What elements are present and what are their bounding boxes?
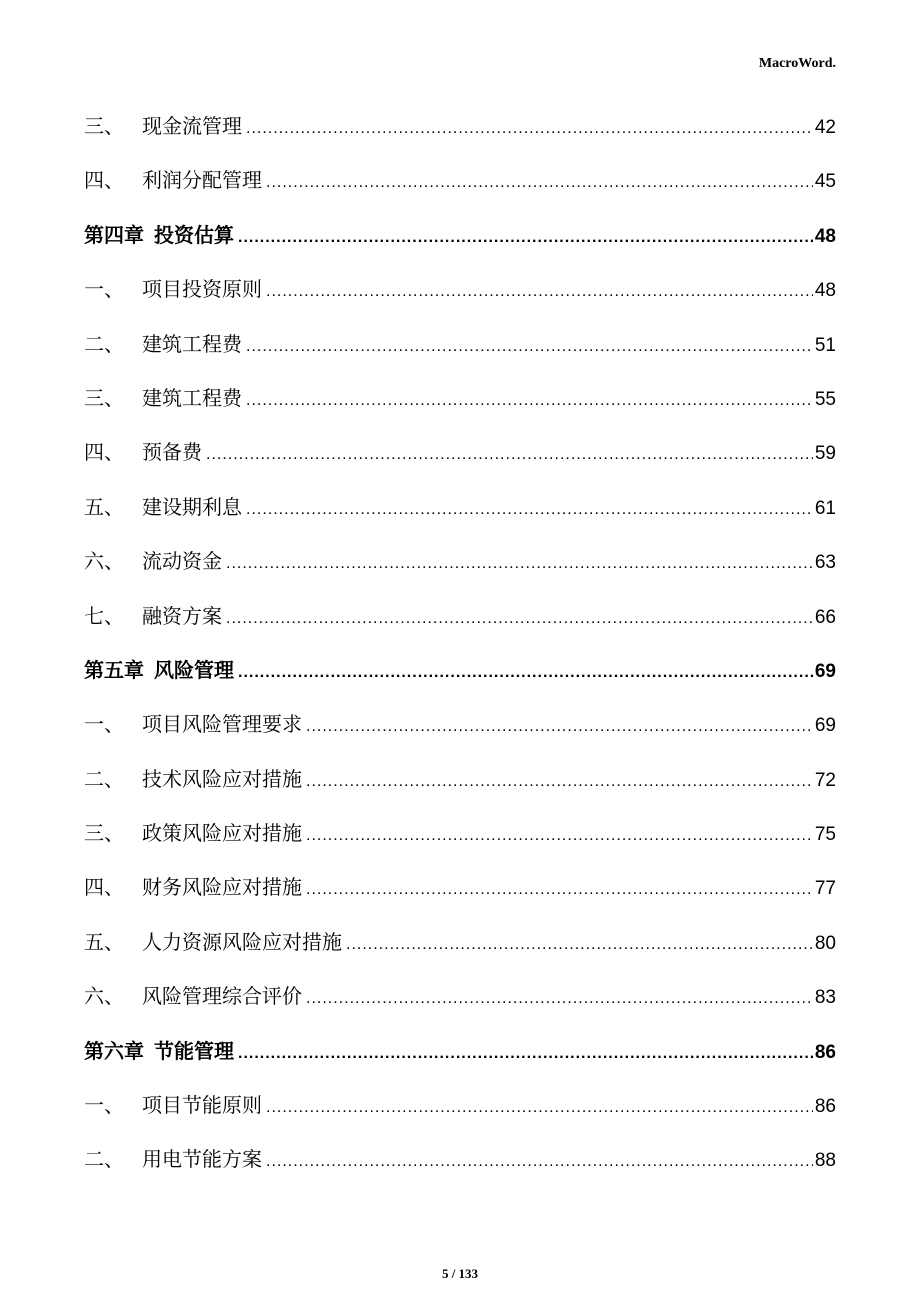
toc-entry-page: 72 — [814, 769, 836, 791]
toc-dot-leader — [306, 762, 813, 802]
toc-dot-leader — [246, 327, 813, 367]
toc-entry-number: 四、 — [84, 168, 124, 193]
toc-entry-title: 现金流管理 — [142, 114, 242, 138]
toc-entry-page: 63 — [814, 552, 836, 574]
toc-entry-number: 四、 — [84, 875, 124, 900]
toc-section-entry[interactable] — [84, 813, 836, 867]
toc-entry-number: 一、 — [84, 277, 124, 302]
toc-entry-page: 48 — [814, 280, 836, 302]
toc-entry-number: 二、 — [84, 1147, 124, 1172]
toc-dot-leader — [238, 1034, 813, 1074]
toc-entry-number: 五、 — [84, 494, 124, 519]
toc-entry-number: 一、 — [84, 712, 124, 737]
toc-entry-title: 项目风险管理要求 — [142, 712, 302, 737]
toc-entry-page: 66 — [814, 606, 836, 628]
toc-section-entry[interactable] — [84, 976, 836, 1030]
toc-entry-page: 48 — [814, 225, 836, 247]
toc-entry-title: 建筑工程费 — [142, 331, 242, 356]
toc-section-entry[interactable] — [84, 160, 836, 214]
toc-dot-leader — [266, 1088, 813, 1128]
toc-section-entry[interactable] — [84, 269, 836, 323]
toc-entry-title: 建筑工程费 — [142, 385, 242, 410]
toc-entry-number: 二、 — [84, 331, 124, 356]
toc-entry-number: 五、 — [84, 929, 124, 954]
toc-dot-leader — [306, 870, 813, 910]
toc-entry-number: 二、 — [84, 766, 124, 791]
toc-dot-leader — [306, 979, 813, 1019]
toc-entry-number: 三、 — [84, 114, 124, 138]
toc-entry-title: 建设期利息 — [142, 494, 242, 519]
toc-section-entry[interactable] — [84, 596, 836, 650]
toc-dot-leader — [238, 218, 813, 258]
toc-dot-leader — [226, 544, 813, 584]
toc-entry-title: 利润分配管理 — [142, 168, 262, 193]
toc-section-entry[interactable] — [84, 106, 836, 160]
toc-section-entry[interactable] — [84, 378, 836, 432]
toc-entry-number: 第六章 — [84, 1038, 144, 1063]
toc-chapter-entry[interactable] — [84, 1031, 836, 1085]
toc-dot-leader — [346, 925, 813, 965]
toc-entry-number: 第四章 — [84, 222, 144, 247]
toc-entry-page: 55 — [814, 388, 836, 410]
toc-entry-title: 节能管理 — [154, 1038, 234, 1063]
toc-entry-number: 第五章 — [84, 657, 144, 682]
table-of-contents — [84, 106, 836, 1194]
toc-entry-number: 七、 — [84, 603, 124, 628]
toc-entry-title: 风险管理综合评价 — [142, 984, 302, 1009]
toc-section-entry[interactable] — [84, 1139, 836, 1193]
toc-entry-title: 投资估算 — [154, 222, 234, 247]
toc-entry-number: 一、 — [84, 1093, 124, 1118]
toc-entry-number: 三、 — [84, 385, 124, 410]
toc-section-entry[interactable] — [84, 922, 836, 976]
toc-section-entry[interactable] — [84, 324, 836, 378]
toc-dot-leader — [266, 272, 813, 312]
toc-entry-title: 技术风险应对措施 — [142, 766, 302, 791]
toc-entry-page: 61 — [814, 497, 836, 519]
toc-dot-leader — [226, 599, 813, 639]
toc-entry-page: 59 — [814, 443, 836, 465]
toc-chapter-entry[interactable] — [84, 215, 836, 269]
toc-dot-leader — [266, 1142, 813, 1182]
toc-entry-page: 45 — [814, 171, 836, 193]
toc-entry-page: 86 — [814, 1041, 836, 1063]
toc-entry-page: 69 — [814, 715, 836, 737]
toc-dot-leader — [306, 707, 813, 747]
toc-dot-leader — [246, 490, 813, 530]
toc-entry-title: 用电节能方案 — [142, 1147, 262, 1172]
toc-dot-leader — [246, 109, 813, 149]
toc-section-entry[interactable] — [84, 432, 836, 486]
toc-entry-title: 项目节能原则 — [142, 1093, 262, 1118]
toc-entry-number: 三、 — [84, 821, 124, 846]
toc-section-entry[interactable] — [84, 487, 836, 541]
toc-entry-page: 88 — [814, 1150, 836, 1172]
toc-section-entry[interactable] — [84, 1085, 836, 1139]
toc-entry-page: 75 — [814, 824, 836, 846]
toc-entry-title: 预备费 — [142, 440, 202, 465]
toc-entry-page: 69 — [814, 660, 836, 682]
toc-entry-title: 流动资金 — [142, 549, 222, 574]
toc-section-entry[interactable] — [84, 759, 836, 813]
toc-entry-title: 财务风险应对措施 — [142, 875, 302, 900]
toc-section-entry[interactable] — [84, 704, 836, 758]
toc-entry-title: 人力资源风险应对措施 — [142, 929, 342, 954]
toc-entry-page: 51 — [814, 334, 836, 356]
toc-section-entry[interactable] — [84, 541, 836, 595]
toc-entry-title: 项目投资原则 — [142, 277, 262, 302]
toc-entry-page: 86 — [814, 1096, 836, 1118]
toc-chapter-entry[interactable] — [84, 650, 836, 704]
toc-entry-title: 融资方案 — [142, 603, 222, 628]
toc-entry-page: 42 — [814, 117, 836, 138]
toc-section-entry[interactable] — [84, 867, 836, 921]
toc-entry-title: 政策风险应对措施 — [142, 821, 302, 846]
toc-entry-page: 80 — [814, 932, 836, 954]
toc-entry-page: 83 — [814, 987, 836, 1009]
toc-dot-leader — [238, 653, 813, 693]
toc-dot-leader — [206, 435, 813, 475]
toc-entry-number: 四、 — [84, 440, 124, 465]
toc-entry-number: 六、 — [84, 549, 124, 574]
page-indicator: 5 / 133 — [441, 1266, 479, 1281]
toc-dot-leader — [266, 163, 813, 203]
toc-entry-title: 风险管理 — [154, 657, 234, 682]
header-brand: MacroWord. — [758, 56, 836, 71]
toc-dot-leader — [246, 381, 813, 421]
toc-entry-number: 六、 — [84, 984, 124, 1009]
toc-dot-leader — [306, 816, 813, 856]
toc-entry-page: 77 — [814, 878, 836, 900]
